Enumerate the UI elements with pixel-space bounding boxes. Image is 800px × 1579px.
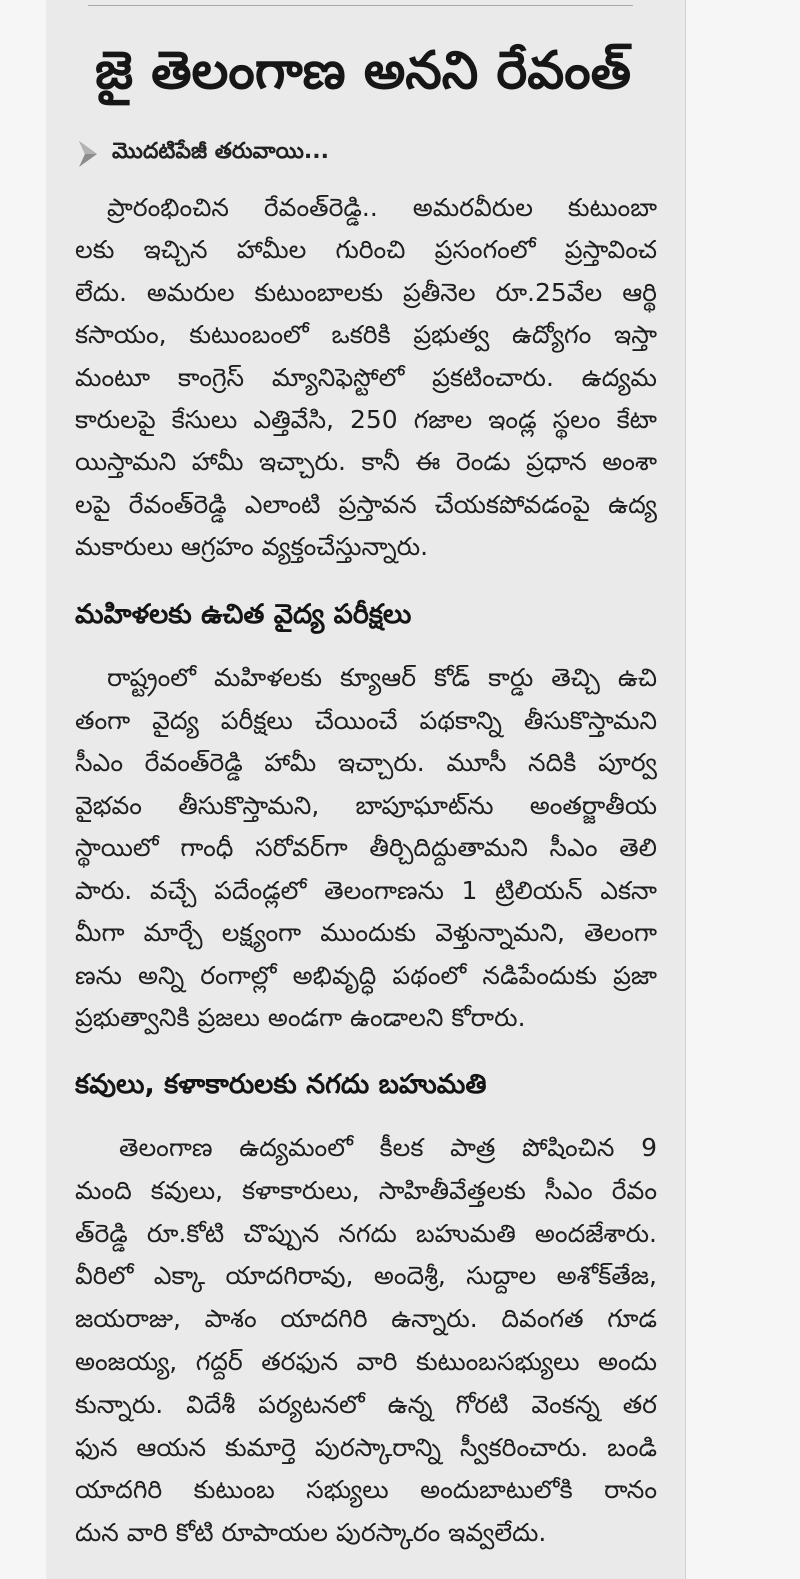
text-line: మకారులు ఆగ్రహం వ్యక్తంచేస్తున్నారు. [75, 532, 429, 562]
text-line: మంటూ కాంగ్రెస్ మ్యానిఫెస్టోలో ప్రకటించారు. ఉద్యమ [75, 362, 657, 392]
text-line: జయరాజు, పాశం యాదగిరి ఉన్నారు. దివంగత గూడ [75, 1304, 657, 1334]
text-line: కున్నారు. విదేశీ పర్యటనలో ఉన్న గోరటి వెంకన్న తర [75, 1389, 657, 1419]
text-line: యిస్తామని హామీ ఇచ్చారు. కానీ ఈ రెండు ప్రధాన అంశా [75, 447, 657, 477]
paragraph [75, 1127, 657, 1555]
text-line: కారులపై కేసులు ఎత్తివేసి, 250 గజాల ఇండ్ల స్థలం కేటా [75, 404, 657, 434]
text-line: వైభవం తీసుకొస్తామని, బాపూఘాట్‌ను అంతర్జాతీయ [75, 790, 657, 820]
text-line: తంగా వైద్య పరీక్షలు చేయించే పథకాన్ని తీసుకొస్తామని [75, 705, 657, 735]
text-line: సీఎం రేవంత్‌రెడ్డి హామీ ఇచ్చారు. మూసీ నదికి పూర్వ [75, 748, 657, 777]
text-line: ప్రభుత్వానికి ప్రజలు అండగా ఉండాలని కోరారు. [75, 1003, 526, 1032]
text-line: లేదు. అమరుల కుటుంబాలకు ప్రతీనెల రూ.25వేల ఆర్థి [75, 277, 657, 307]
text-line: లకు ఇచ్చిన హామీల గురించి ప్రసంగంలో ప్రస్తావించ [75, 235, 657, 265]
text-line: పారు. వచ్చే పదేండ్లలో తెలంగాణను 1 ట్రిలియన్ ఎకనా [75, 875, 657, 905]
text-line: మీగా మార్చే లక్ష్యంగా ముందుకు వెళ్తున్నామని, తెలంగా [75, 918, 657, 947]
continued-from-front-page [76, 138, 636, 170]
text-line: తెలంగాణ ఉద్యమంలో కీలక పాత్ర పోషించిన 9 [119, 1133, 657, 1162]
text-line: మంది కవులు, కళాకారులు, సాహితీవేత్తలకు సీఎం రేవం [75, 1175, 657, 1205]
text-line: త్‌రెడ్డి రూ.కోటి చొప్పున నగదు బహుమతి అందజేశారు. [75, 1218, 657, 1248]
text-line: ఫున ఆయన కుమార్తె పురస్కారాన్ని స్వీకరించారు. బండి [75, 1432, 657, 1462]
text-line: వీరిలో ఎక్కా యాదగిరావు, అందెశ్రీ, సుద్దాల అశోక్‌తేజ, [75, 1261, 657, 1291]
top-rule-divider [88, 5, 633, 6]
paragraph [75, 187, 657, 569]
text-line: రాష్ట్రంలో మహిళలకు క్యూఆర్ కోడ్ కార్డు తెచ్చి ఉచి [107, 663, 657, 692]
text-line: ప్రారంభించిన రేవంత్‌రెడ్డి.. అమరవీరుల కుటుంబా [107, 193, 657, 222]
text-line: స్థాయిలో గాంధీ సరోవర్‌గా తీర్చిదిద్దుతామని సీఎం తెలి [75, 833, 657, 862]
continued-label: మొదటిపేజీ తరువాయి... [112, 139, 329, 164]
text-line: అంజయ్య, గద్దర్ తరఫున వారి కుటుంబసభ్యులు అందు [75, 1346, 657, 1376]
chevron-right-icon [76, 139, 100, 169]
article-headline: జై తెలంగాణ అనని రేవంత్ [94, 41, 632, 101]
text-line: ణను అన్ని రంగాల్లో అభివృద్ధి పథంలో నడిపేందుకు ప్రజా [75, 960, 657, 990]
text-line: కసాయం, కుటుంబంలో ఒకరికి ప్రభుత్వ ఉద్యోగం ఇస్తా [75, 320, 657, 350]
section-subheading: కవులు, కళాకారులకు నగదు బహుమతి [75, 1069, 487, 1100]
text-line: లపై రేవంత్‌రెడ్డి ఎలాంటి ప్రస్తావన చేయకపోవడంపై ఉద్య [75, 489, 657, 519]
section-subheading: మహిళలకు ఉచిత వైద్య పరీక్షలు [75, 599, 412, 630]
text-line: దున వారి కోటి రూపాయల పురస్కారం ఇవ్వలేదు. [75, 1518, 547, 1548]
paragraph [75, 657, 657, 1040]
text-line: యాదగిరి కుటుంబ సభ్యులు అందుబాటులోకి రానం [75, 1475, 657, 1505]
